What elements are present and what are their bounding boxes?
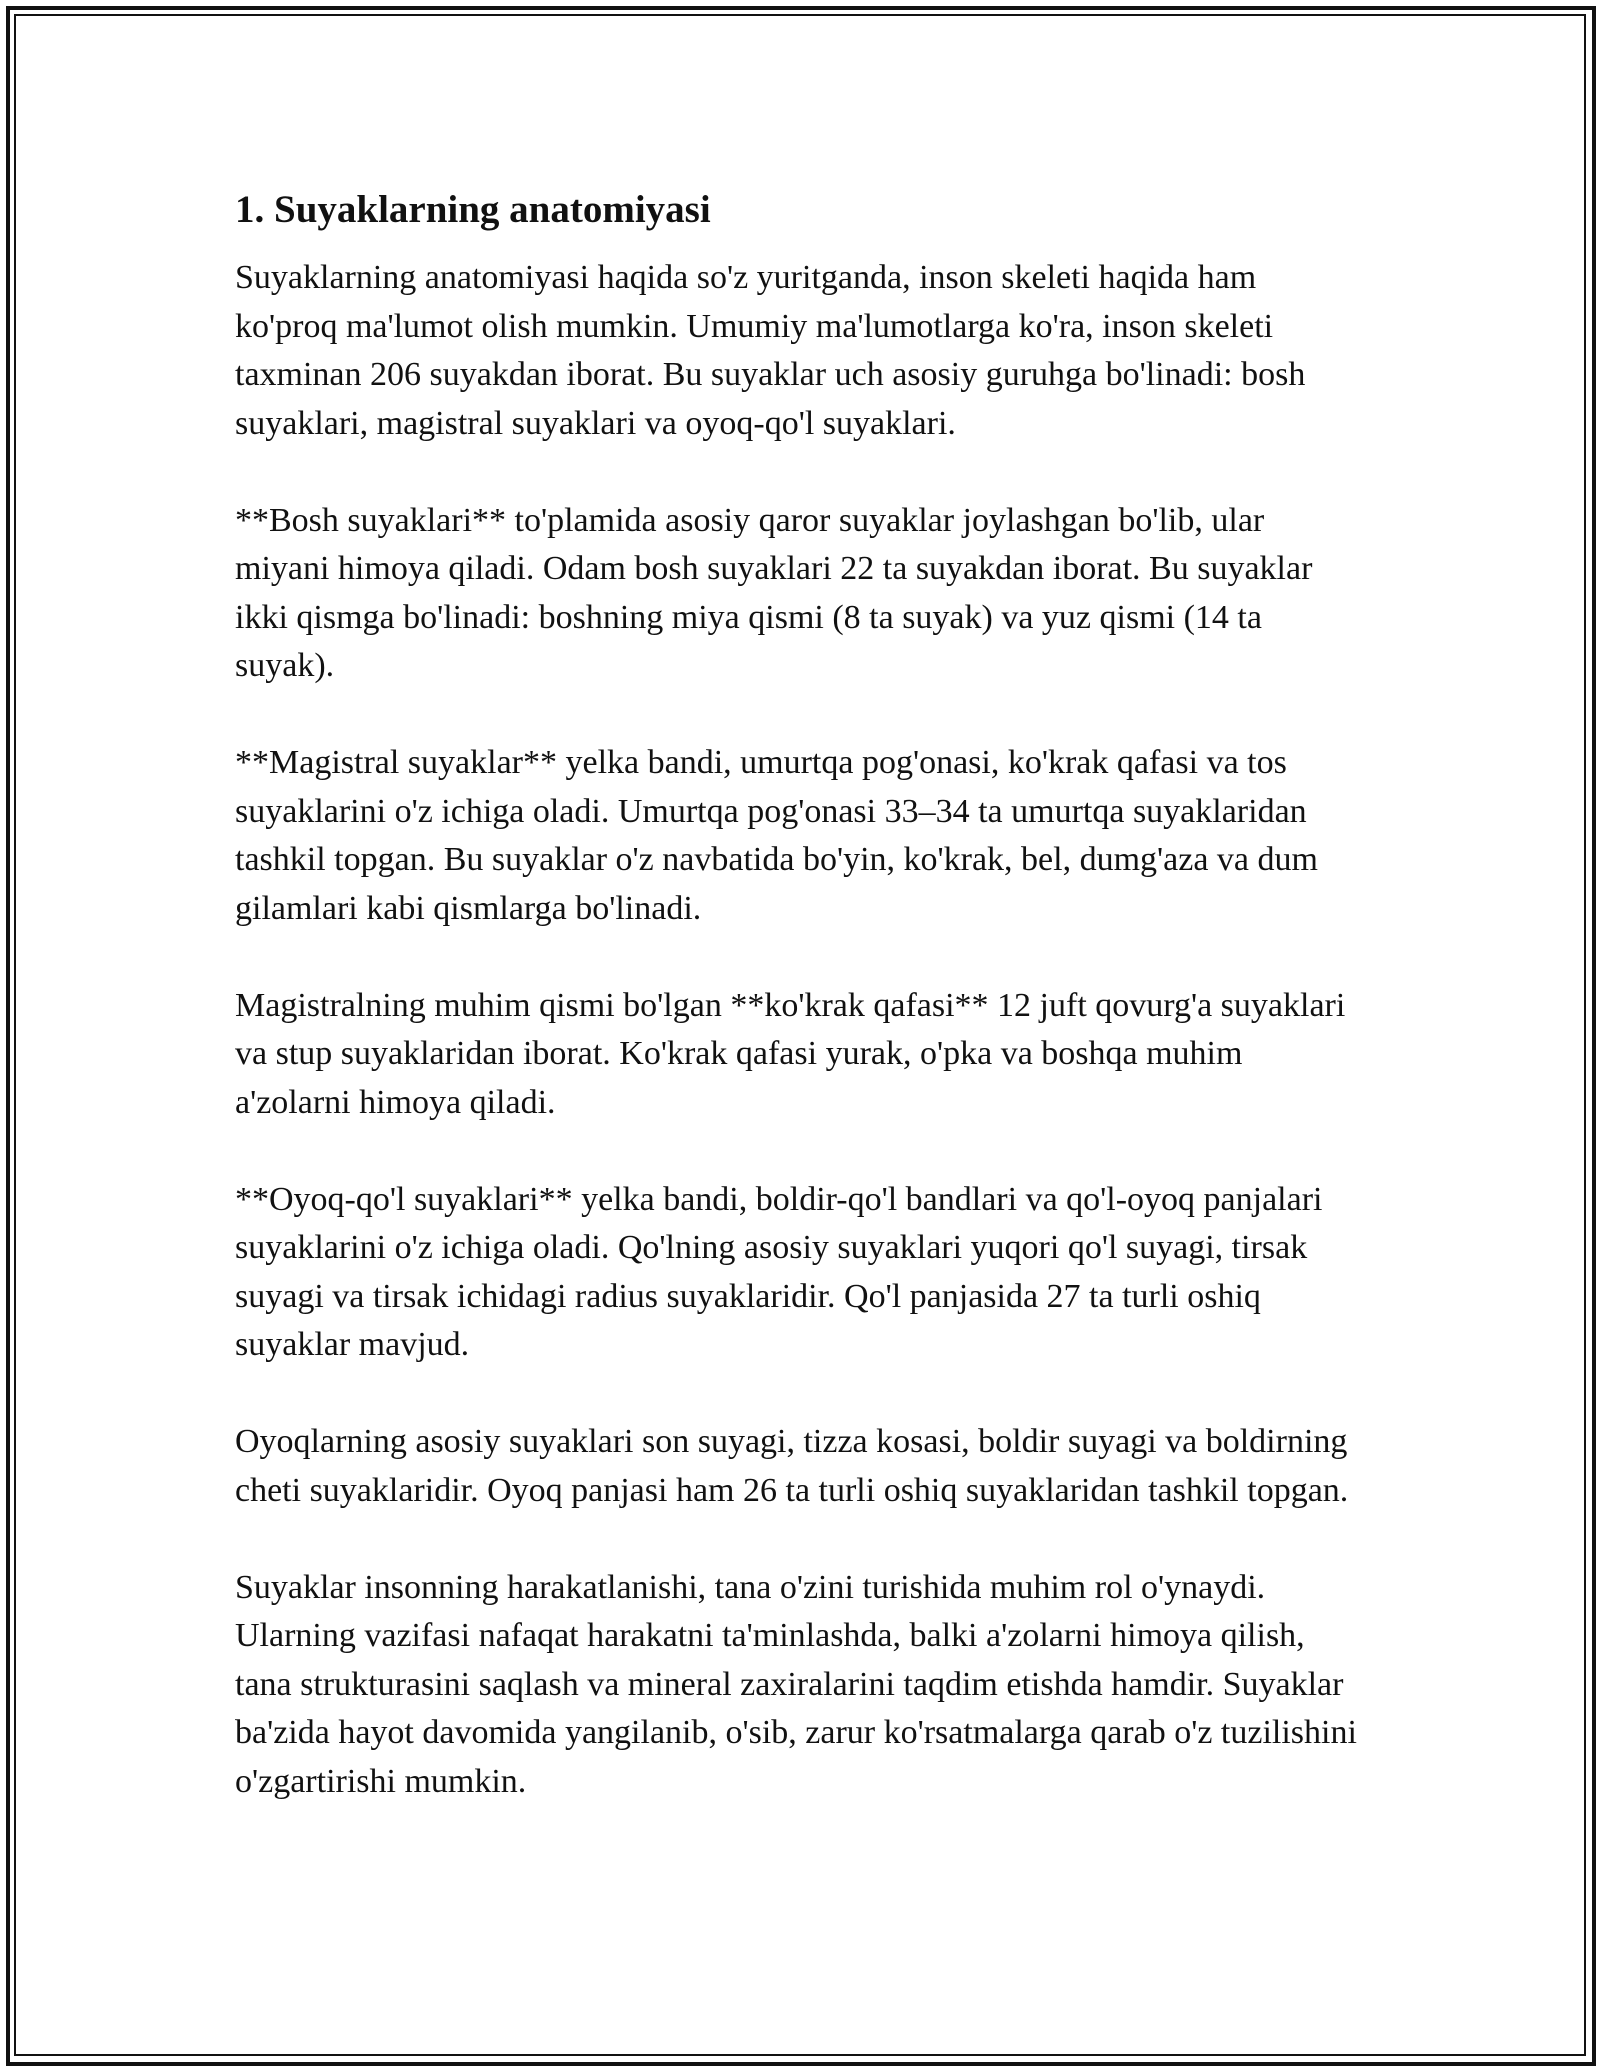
document-body bbox=[235, 186, 1365, 1855]
paragraph-bone-functions: Suyaklar insonning harakatlanishi, tana o'zini turishida muhim rol o'ynaydi. Ularning vazifasi nafaqat harakatni ta'minlashda, balki a'zolarni himoya qilish, tana strukturasini saqlash va mineral zaxiralarini taqdim etishda hamdir. Suyaklar ba'zida hayot davomida yangilanib, o'sib, zarur ko'rsatmalarga qarab o'z tuzilishini o'zgartirishi mumkin. bbox=[235, 1568, 1357, 1800]
paragraph-skull-bones: **Bosh suyaklari** to'plamida asosiy qaror suyaklar joylashgan bo'lib, ular miyani himoya qiladi. Odam bosh suyaklari 22 ta suyakdan iborat. Bu suyaklar ikki qismga bo'linadi: boshning miya qismi (8 ta suyak) va yuz qismi (14 ta suyak). bbox=[235, 501, 1313, 684]
paragraph-intro: Suyaklarning anatomiyasi haqida so'z yuritganda, inson skeleti haqida ham ko'proq ma'lumot olish mumkin. Umumiy ma'lumotlarga ko'ra, inson skeleti taxminan 206 suyakdan iborat. Bu suyaklar uch asosiy guruhga bo'linadi: bosh suyaklari, magistral suyaklari va oyoq-qo'l suyaklari. bbox=[235, 259, 1306, 442]
section-heading: 1. Suyaklarning anatomiyasi bbox=[235, 188, 711, 231]
paragraph-rib-cage: Magistralning muhim qismi bo'lgan **ko'krak qafasi** 12 juft qovurg'a suyaklari va stup suyaklaridan iborat. Ko'krak qafasi yurak, o'pka va boshqa muhim a'zolarni himoya qiladi. bbox=[235, 986, 1346, 1121]
paragraph-limb-bones: **Oyoq-qo'l suyaklari** yelka bandi, boldir-qo'l bandlari va qo'l-oyoq panjalari suyaklarini o'z ichiga oladi. Qo'lning asosiy suyaklari yuqori qo'l suyagi, tirsak suyagi va tirsak ichidagi radius suyaklaridir. Qo'l panjasida 27 ta turli oshiq suyaklar mavjud. bbox=[235, 1180, 1323, 1363]
paragraph-leg-bones: Oyoqlarning asosiy suyaklari son suyagi, tizza kosasi, boldir suyagi va boldirning cheti suyaklaridir. Oyoq panjasi ham 26 ta turli oshiq suyaklaridan tashkil topgan. bbox=[235, 1423, 1349, 1509]
paragraph-axial-bones: **Magistral suyaklar** yelka bandi, umurtqa pog'onasi, ko'krak qafasi va tos suyaklarini o'z ichiga oladi. Umurtqa pog'onasi 33–34 ta umurtqa suyaklaridan tashkil topgan. Bu suyaklar o'z navbatida bo'yin, ko'krak, bel, dumg'aza va dum gilamlari kabi qismlarga bo'linadi. bbox=[235, 744, 1318, 927]
